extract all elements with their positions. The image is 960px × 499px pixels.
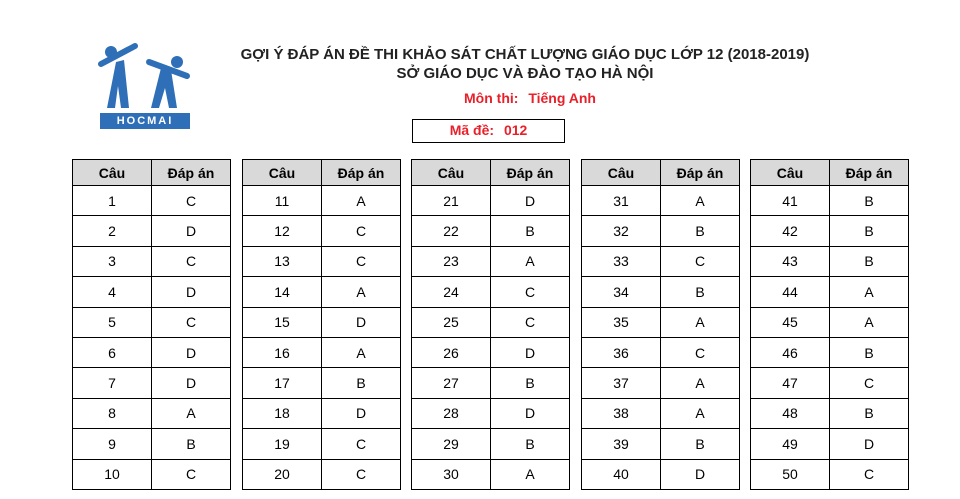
answer-letter: D <box>322 398 401 428</box>
answer-letter: C <box>322 246 401 276</box>
question-number: 2 <box>73 216 152 246</box>
question-number: 37 <box>582 368 661 398</box>
table-row <box>751 459 909 489</box>
answer-letter: B <box>830 337 909 367</box>
table-row <box>73 459 231 489</box>
question-number: 21 <box>412 186 491 216</box>
table-row <box>73 307 231 337</box>
table-row <box>412 337 570 367</box>
question-number: 8 <box>73 398 152 428</box>
question-number: 10 <box>73 459 152 489</box>
answer-table <box>411 159 570 490</box>
table-row <box>243 459 401 489</box>
answer-letter: A <box>491 459 570 489</box>
question-number: 27 <box>412 368 491 398</box>
question-number: 19 <box>243 429 322 459</box>
table-row <box>751 216 909 246</box>
answer-letter: C <box>661 246 740 276</box>
table-row <box>243 216 401 246</box>
subject-label: Môn thi: <box>464 90 519 106</box>
table-row <box>243 429 401 459</box>
exam-code-box <box>412 119 565 143</box>
subject-value: Tiếng Anh <box>528 90 596 106</box>
subject-line <box>330 90 730 106</box>
column-header-question: Câu <box>582 160 661 186</box>
table-row <box>73 186 231 216</box>
question-number: 38 <box>582 398 661 428</box>
answer-letter: B <box>152 429 231 459</box>
table-row <box>582 398 740 428</box>
question-number: 34 <box>582 277 661 307</box>
answer-letter: C <box>830 459 909 489</box>
table-header-row <box>243 160 401 186</box>
table-row <box>582 459 740 489</box>
people-logo-icon <box>97 42 193 114</box>
question-number: 46 <box>751 337 830 367</box>
answer-letter: C <box>491 307 570 337</box>
table-row <box>582 429 740 459</box>
table-row <box>751 368 909 398</box>
question-number: 26 <box>412 337 491 367</box>
question-number: 33 <box>582 246 661 276</box>
answer-letter: A <box>152 398 231 428</box>
answer-letter: D <box>322 307 401 337</box>
answer-letter: B <box>830 398 909 428</box>
table-row <box>243 307 401 337</box>
answer-letter: B <box>491 368 570 398</box>
table-row <box>582 368 740 398</box>
answer-letter: B <box>830 186 909 216</box>
table-row <box>751 307 909 337</box>
answer-letter: B <box>661 216 740 246</box>
question-number: 12 <box>243 216 322 246</box>
page-subtitle: SỞ GIÁO DỤC VÀ ĐÀO TẠO HÀ NỘI <box>396 65 654 82</box>
table-row <box>73 216 231 246</box>
table-row <box>412 429 570 459</box>
question-number: 24 <box>412 277 491 307</box>
question-number: 30 <box>412 459 491 489</box>
answer-letter: D <box>152 368 231 398</box>
question-number: 48 <box>751 398 830 428</box>
table-header-row <box>751 160 909 186</box>
answer-letter: C <box>152 186 231 216</box>
table-row <box>582 186 740 216</box>
answer-table <box>242 159 401 490</box>
question-number: 5 <box>73 307 152 337</box>
answer-letter: A <box>830 277 909 307</box>
question-number: 20 <box>243 459 322 489</box>
question-number: 23 <box>412 246 491 276</box>
answer-letter: A <box>661 186 740 216</box>
table-row <box>412 216 570 246</box>
table-row <box>412 307 570 337</box>
question-number: 43 <box>751 246 830 276</box>
question-number: 41 <box>751 186 830 216</box>
logo-text: HOCMAI <box>100 113 190 129</box>
table-row <box>243 246 401 276</box>
question-number: 18 <box>243 398 322 428</box>
column-header-question: Câu <box>243 160 322 186</box>
table-row <box>412 277 570 307</box>
table-row <box>243 277 401 307</box>
table-row <box>73 246 231 276</box>
question-number: 25 <box>412 307 491 337</box>
answer-letter: B <box>491 429 570 459</box>
answer-letter: C <box>491 277 570 307</box>
answer-letter: C <box>661 337 740 367</box>
table-row <box>751 277 909 307</box>
answer-letter: D <box>491 398 570 428</box>
question-number: 17 <box>243 368 322 398</box>
answer-letter: A <box>491 246 570 276</box>
question-number: 31 <box>582 186 661 216</box>
answer-letter: C <box>322 216 401 246</box>
answer-letter: A <box>661 398 740 428</box>
question-number: 49 <box>751 429 830 459</box>
column-header-answer: Đáp án <box>152 160 231 186</box>
answer-letter: D <box>152 216 231 246</box>
answer-table <box>72 159 231 490</box>
answer-letter: D <box>152 337 231 367</box>
table-header-row <box>412 160 570 186</box>
question-number: 45 <box>751 307 830 337</box>
answer-letter: D <box>661 459 740 489</box>
answer-letter: D <box>152 277 231 307</box>
table-row <box>582 216 740 246</box>
question-number: 44 <box>751 277 830 307</box>
answer-letter: B <box>661 277 740 307</box>
answer-table <box>750 159 909 490</box>
answer-letter: B <box>661 429 740 459</box>
table-row <box>582 337 740 367</box>
column-header-answer: Đáp án <box>322 160 401 186</box>
answer-letter: C <box>322 429 401 459</box>
answer-letter: D <box>491 186 570 216</box>
question-number: 42 <box>751 216 830 246</box>
question-number: 7 <box>73 368 152 398</box>
answer-letter: B <box>830 246 909 276</box>
answer-letter: B <box>491 216 570 246</box>
table-row <box>412 368 570 398</box>
question-number: 40 <box>582 459 661 489</box>
question-number: 28 <box>412 398 491 428</box>
table-row <box>73 368 231 398</box>
question-number: 50 <box>751 459 830 489</box>
table-row <box>751 337 909 367</box>
answer-letter: B <box>830 216 909 246</box>
exam-code-label: Mã đề: <box>449 122 495 138</box>
question-number: 9 <box>73 429 152 459</box>
question-number: 11 <box>243 186 322 216</box>
table-header-row <box>73 160 231 186</box>
answer-table <box>581 159 740 490</box>
hocmai-logo <box>97 42 193 130</box>
answer-letter: D <box>830 429 909 459</box>
table-row <box>73 277 231 307</box>
column-header-question: Câu <box>751 160 830 186</box>
question-number: 35 <box>582 307 661 337</box>
page-title: GỢI Ý ĐÁP ÁN ĐỀ THI KHẢO SÁT CHẤT LƯỢNG GIÁO DỤC LỚP 12 (2018-2019) <box>240 46 810 63</box>
answer-letter: C <box>152 459 231 489</box>
answer-letter: C <box>830 368 909 398</box>
table-row <box>582 246 740 276</box>
question-number: 6 <box>73 337 152 367</box>
question-number: 29 <box>412 429 491 459</box>
answer-letter: A <box>830 307 909 337</box>
answer-letter: A <box>661 307 740 337</box>
exam-code-value: 012 <box>503 122 528 138</box>
question-number: 4 <box>73 277 152 307</box>
question-number: 36 <box>582 337 661 367</box>
question-number: 14 <box>243 277 322 307</box>
table-row <box>73 429 231 459</box>
answer-letter: A <box>322 186 401 216</box>
table-row <box>243 398 401 428</box>
answer-letter: A <box>322 337 401 367</box>
table-row <box>73 337 231 367</box>
answer-letter: C <box>152 246 231 276</box>
table-row <box>582 277 740 307</box>
question-number: 16 <box>243 337 322 367</box>
table-row <box>73 398 231 428</box>
answer-letter: B <box>322 368 401 398</box>
question-number: 1 <box>73 186 152 216</box>
answer-letter: C <box>152 307 231 337</box>
column-header-question: Câu <box>73 160 152 186</box>
column-header-answer: Đáp án <box>491 160 570 186</box>
table-row <box>582 307 740 337</box>
table-row <box>243 186 401 216</box>
table-row <box>751 429 909 459</box>
question-number: 39 <box>582 429 661 459</box>
table-row <box>412 459 570 489</box>
table-row <box>243 368 401 398</box>
column-header-question: Câu <box>412 160 491 186</box>
table-row <box>751 398 909 428</box>
column-header-answer: Đáp án <box>830 160 909 186</box>
column-header-answer: Đáp án <box>661 160 740 186</box>
answer-letter: D <box>491 337 570 367</box>
table-row <box>243 337 401 367</box>
question-number: 47 <box>751 368 830 398</box>
table-header-row <box>582 160 740 186</box>
table-row <box>412 186 570 216</box>
question-number: 32 <box>582 216 661 246</box>
table-row <box>751 246 909 276</box>
table-row <box>751 186 909 216</box>
question-number: 13 <box>243 246 322 276</box>
question-number: 15 <box>243 307 322 337</box>
answer-letter: A <box>322 277 401 307</box>
question-number: 3 <box>73 246 152 276</box>
answer-letter: A <box>661 368 740 398</box>
table-row <box>412 246 570 276</box>
answer-letter: C <box>322 459 401 489</box>
table-row <box>412 398 570 428</box>
question-number: 22 <box>412 216 491 246</box>
